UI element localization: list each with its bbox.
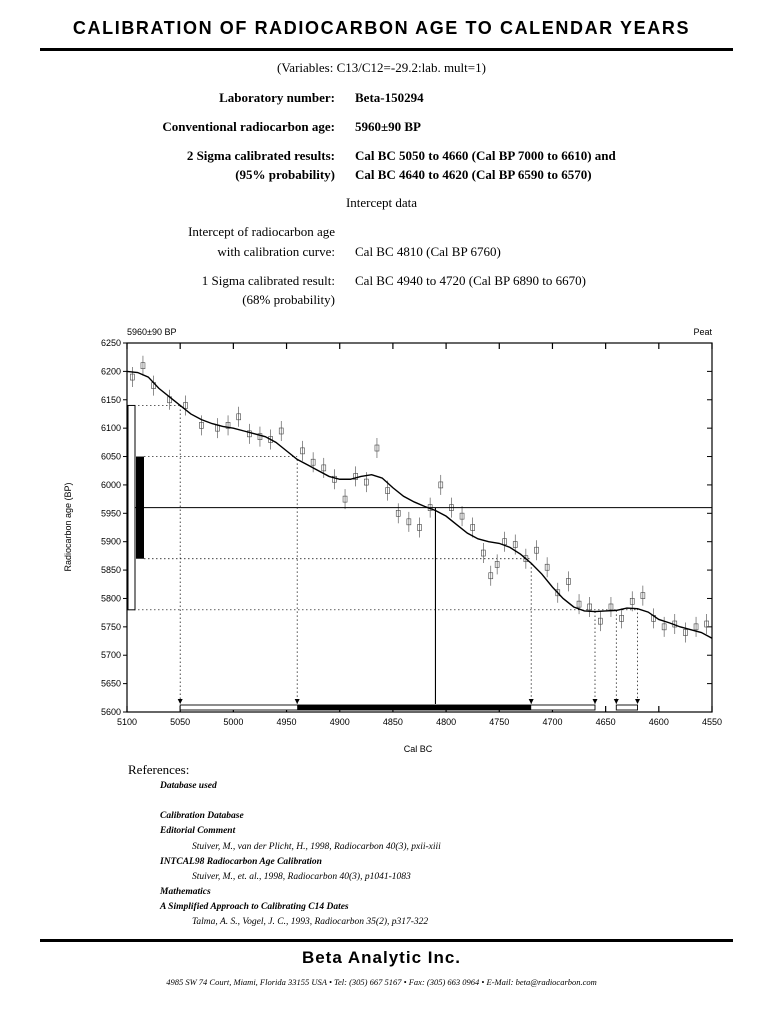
conventional-age-label: Conventional radiocarbon age:	[162, 119, 335, 134]
ref-database-used: Database used	[160, 781, 217, 791]
one-sigma-label-1: 1 Sigma calibrated result:	[201, 273, 335, 288]
x-tick-label: 4600	[648, 717, 669, 727]
range-arrow	[635, 699, 640, 704]
ref-editorial-citation: Stuiver, M., van der Plicht, H., 1998, Radiocarbon 40(3), pxii-xiii	[192, 842, 441, 852]
y-axis-label: Radiocarbon age (BP)	[63, 482, 73, 572]
intercept-label-2: with calibration curve:	[217, 244, 335, 259]
intercept-heading: Intercept data	[345, 195, 418, 210]
y-tick-label: 6150	[100, 394, 121, 405]
references-heading: References:	[128, 762, 190, 777]
two-sigma-label-2: (95% probability)	[235, 167, 335, 182]
ref-simplified-citation: Talma, A. S., Vogel, J. C., 1993, Radiocarbon 35(2), p317-322	[192, 917, 429, 927]
y-tick-label: 5650	[100, 678, 121, 689]
title-rule	[40, 48, 733, 51]
two-sigma-range-bar	[616, 705, 637, 710]
x-tick-label: 4800	[436, 717, 457, 727]
footer-rule	[40, 939, 733, 942]
y-tick-label: 6250	[100, 338, 121, 348]
x-tick-label: 4750	[489, 717, 510, 727]
two-sigma-label-1: 2 Sigma calibrated results:	[186, 148, 335, 163]
x-tick-label: 5000	[223, 717, 244, 727]
variables-line: (Variables: C13/C12=-29.2:lab. mult=1)	[277, 60, 486, 75]
y-tick-label: 6200	[100, 366, 121, 377]
range-arrow	[593, 699, 598, 704]
one-sigma-range-bar	[297, 705, 531, 710]
y-tick-label: 5700	[100, 650, 121, 661]
calibration-curve	[127, 371, 712, 638]
ref-intcal-citation: Stuiver, M., et. al., 1998, Radiocarbon 40(3), p1041-1083	[192, 872, 411, 882]
ref-editorial-comment: Editorial Comment	[160, 826, 236, 836]
ref-intcal: INTCAL98 Radiocarbon Age Calibration	[160, 857, 322, 867]
y-tick-label: 5850	[100, 565, 121, 576]
range-arrow	[295, 699, 300, 704]
company-name: Beta Analytic Inc.	[301, 948, 462, 967]
range-arrow	[178, 699, 183, 704]
y-tick-label: 6100	[100, 423, 121, 434]
chart-title-right: Peat	[693, 327, 712, 337]
lab-number-label: Laboratory number:	[219, 90, 335, 105]
conventional-age-value: 5960±90 BP	[355, 119, 421, 134]
one-sigma-age-bar	[136, 457, 144, 559]
x-tick-label: 5050	[170, 717, 191, 727]
x-tick-label: 4550	[701, 717, 723, 727]
x-tick-label: 4950	[276, 717, 297, 727]
x-axis-label: Cal BC	[403, 744, 433, 754]
calibration-chart	[0, 320, 763, 760]
x-tick-label: 4700	[542, 717, 563, 727]
two-sigma-age-bar	[128, 405, 135, 609]
ref-calibration-database: Calibration Database	[160, 811, 244, 821]
two-sigma-value-2: Cal BC 4640 to 4620 (Cal BP 6590 to 6570)	[355, 167, 592, 182]
intercept-value: Cal BC 4810 (Cal BP 6760)	[355, 244, 501, 259]
lab-number-value: Beta-150294	[355, 90, 424, 105]
page-title: CALIBRATION OF RADIOCARBON AGE TO CALENDAR YEARS	[72, 18, 691, 38]
y-tick-label: 5950	[100, 508, 121, 519]
range-arrow	[529, 699, 534, 704]
one-sigma-value: Cal BC 4940 to 4720 (Cal BP 6890 to 6670)	[355, 273, 586, 288]
x-tick-label: 5100	[116, 717, 138, 727]
ref-mathematics: Mathematics	[160, 887, 211, 897]
y-tick-label: 6050	[100, 451, 121, 462]
chart-title-left: 5960±90 BP	[127, 327, 177, 337]
company-address: 4985 SW 74 Court, Miami, Florida 33155 USA • Tel: (305) 667 5167 • Fax: (305) 663 0964 • E-Mail: beta@radiocarbon.com	[166, 977, 597, 987]
x-tick-label: 4850	[382, 717, 403, 727]
two-sigma-value-1: Cal BC 5050 to 4660 (Cal BP 7000 to 6610) and	[355, 148, 616, 163]
y-tick-label: 6000	[100, 479, 121, 490]
x-tick-label: 4650	[595, 717, 616, 727]
ref-simplified: A Simplified Approach to Calibrating C14 Dates	[160, 902, 349, 912]
x-tick-label: 4900	[329, 717, 350, 727]
y-tick-label: 5800	[100, 593, 121, 604]
y-tick-label: 5900	[100, 536, 121, 547]
intercept-label-1: Intercept of radiocarbon age	[188, 224, 335, 239]
y-tick-label: 5750	[100, 621, 121, 632]
one-sigma-label-2: (68% probability)	[242, 292, 335, 307]
range-arrow	[614, 699, 619, 704]
y-tick-label: 5600	[100, 707, 121, 717]
